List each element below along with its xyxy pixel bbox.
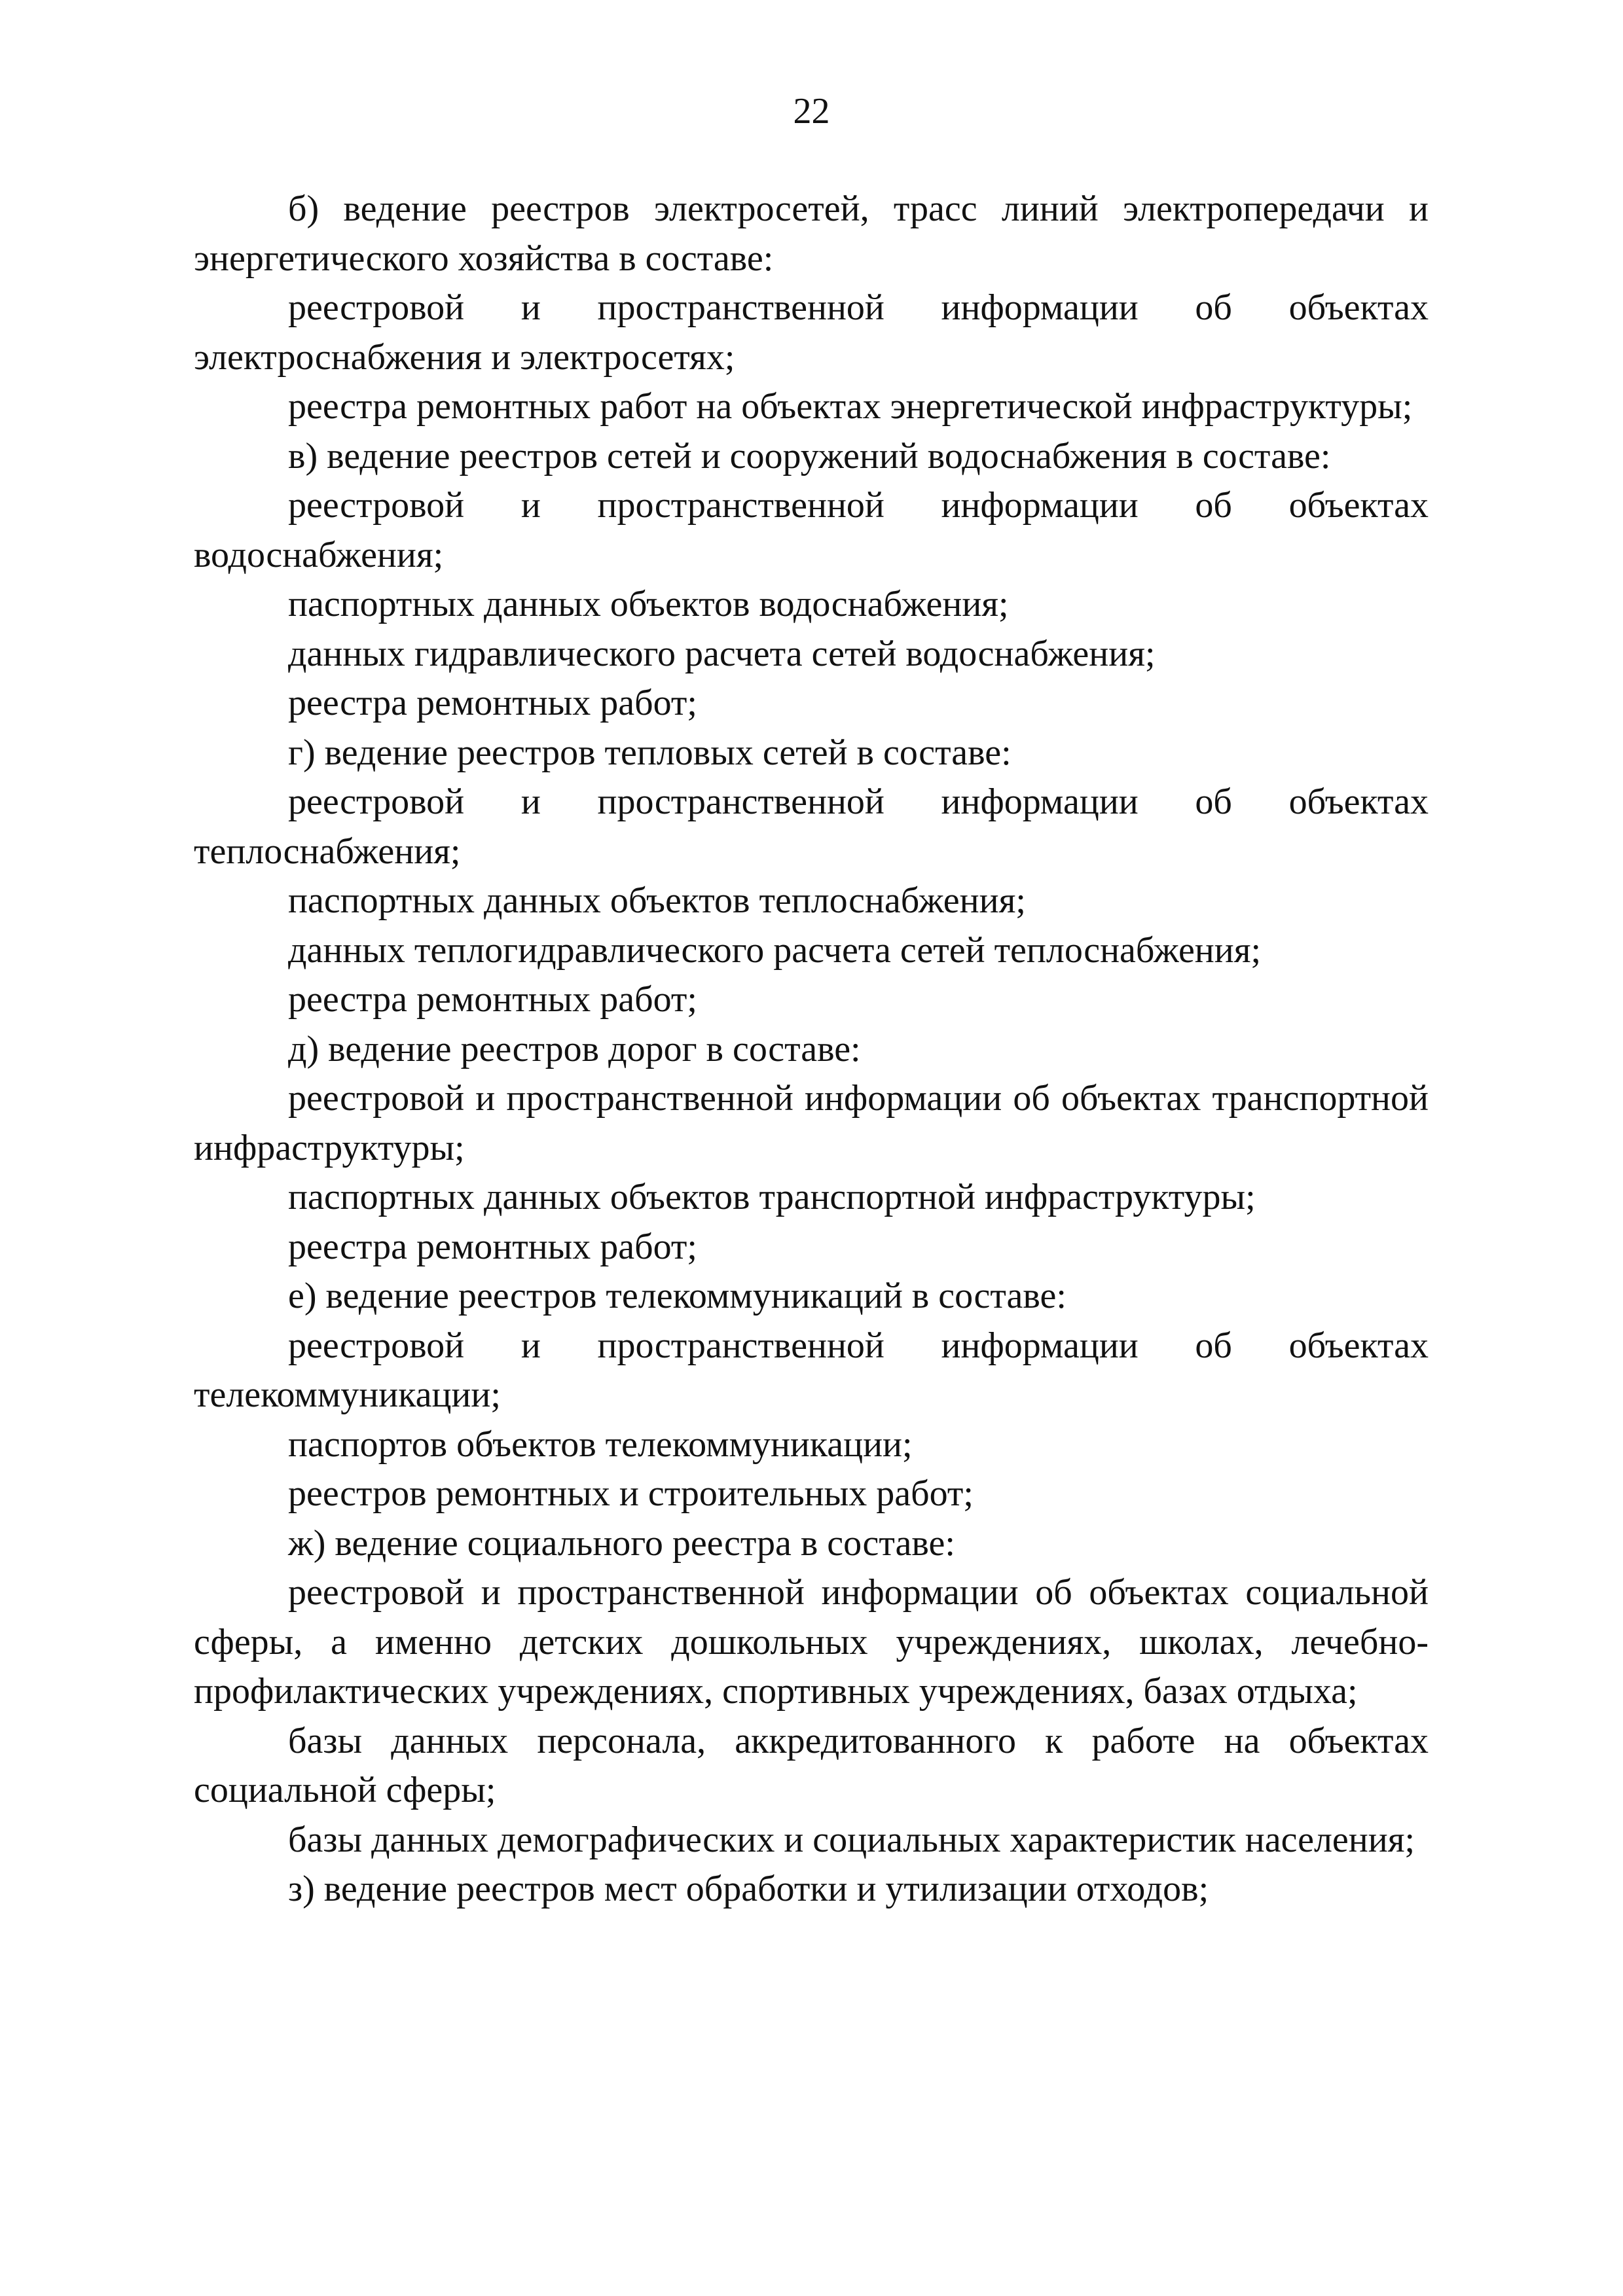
paragraph-g-heat-registries: г) ведение реестров тепловых сетей в составе:	[288, 732, 1012, 773]
paragraph-energy-repair-registry: реестра ремонтных работ на объектах энергетической инфраструктуры;	[288, 386, 1413, 427]
paragraph-water-spatial-info: реестровой и пространственной информации об объектах водоснабжения;	[194, 485, 1429, 575]
paragraph-v-water-registries: в) ведение реестров сетей и сооружений водоснабжения в составе:	[288, 435, 1331, 476]
paragraph-telecom-passports: паспортов объектов телекоммуникации;	[288, 1424, 913, 1465]
paragraph-d-road-registries: д) ведение реестров дорог в составе:	[288, 1028, 861, 1069]
paragraph-water-passport-data: паспортных данных объектов водоснабжения;	[288, 584, 1009, 624]
document-body	[194, 185, 1429, 1914]
paragraph-social-staff-database: базы данных персонала, аккредитованного к работе на объектах социальной сферы;	[194, 1720, 1429, 1810]
paragraph-telecom-repair-registry: реестров ремонтных и строительных работ;	[288, 1473, 974, 1514]
paragraph-social-spatial-info: реестровой и пространственной информации об объектах социальной сферы, а именно детских дошкольных учреждениях, школах, лечебно-профилактических учреждениях, спортивных учреждениях, базах отдыха;	[194, 1572, 1429, 1712]
paragraph-b-electric-registries: б) ведение реестров электросетей, трасс линий электропередачи и энергетического хозяйства в составе:	[194, 188, 1429, 279]
paragraph-water-hydraulic-data: данных гидравлического расчета сетей водоснабжения;	[288, 633, 1156, 674]
paragraph-zh-social-registry: ж) ведение социального реестра в составе:	[288, 1522, 955, 1564]
paragraph-transport-spatial-info: реестровой и пространственной информации об объектах транспортной инфраструктуры;	[194, 1078, 1429, 1168]
paragraph-electric-spatial-info: реестровой и пространственной информации об объектах электроснабжения и электросетях;	[194, 287, 1429, 378]
paragraph-water-repair-registry: реестра ремонтных работ;	[288, 683, 697, 723]
paragraph-transport-passport-data: паспортных данных объектов транспортной инфраструктуры;	[288, 1177, 1256, 1217]
paragraph-heat-repair-registry: реестра ремонтных работ;	[288, 979, 697, 1020]
paragraph-z-waste-registries: з) ведение реестров мест обработки и утилизации отходов;	[288, 1869, 1209, 1909]
paragraph-telecom-spatial-info: реестровой и пространственной информации об объектах телекоммуникации;	[194, 1325, 1429, 1415]
paragraph-e-telecom-registries: е) ведение реестров телекоммуникаций в составе:	[288, 1276, 1067, 1316]
paragraph-heat-passport-data: паспортных данных объектов теплоснабжения;	[288, 880, 1026, 921]
paragraph-road-repair-registry: реестра ремонтных работ;	[288, 1226, 697, 1267]
paragraph-demographic-database: базы данных демографических и социальных характеристик населения;	[288, 1819, 1415, 1860]
paragraph-heat-hydraulic-data: данных теплогидравлического расчета сетей теплоснабжения;	[288, 929, 1262, 971]
paragraph-heat-spatial-info: реестровой и пространственной информации об объектах теплоснабжения;	[194, 781, 1429, 872]
page-number: 22	[793, 91, 830, 132]
